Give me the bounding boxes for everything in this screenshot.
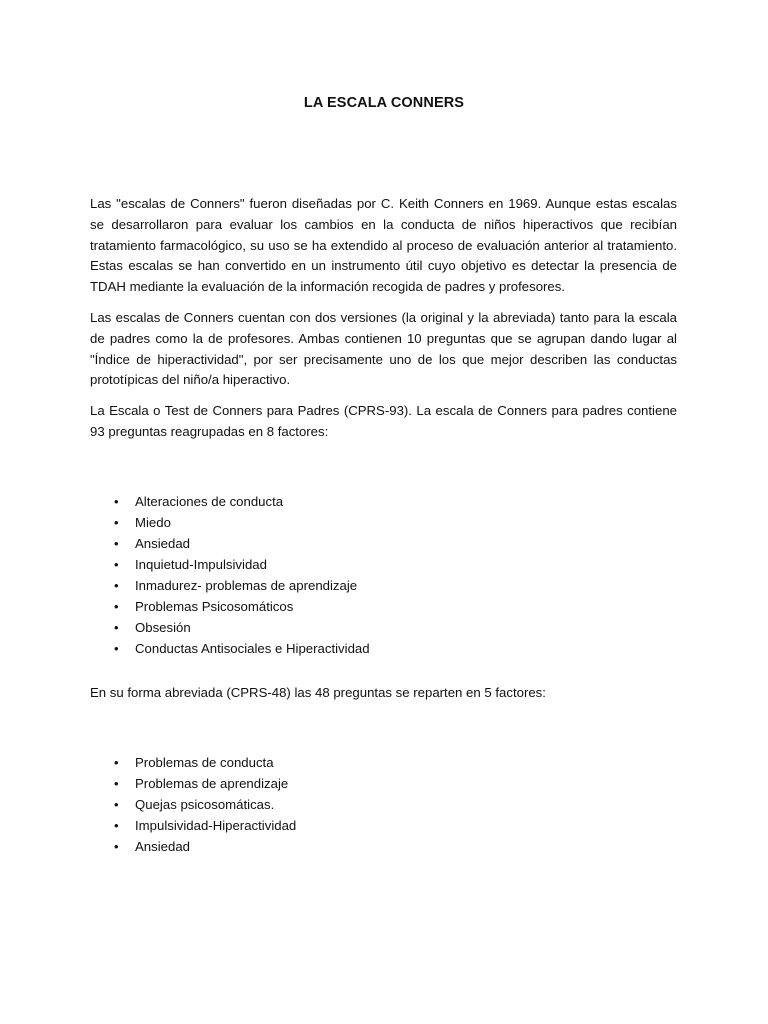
list-item: • Ansiedad bbox=[90, 533, 677, 554]
bullet-icon: • bbox=[114, 838, 119, 854]
bullet-icon: • bbox=[114, 619, 119, 635]
list-item: • Impulsividad-Hiperactividad bbox=[90, 815, 677, 836]
paragraph-intro: Las "escalas de Conners" fueron diseñadas por C. Keith Conners en 1969. Aunque estas escalas se desarrollaron para evaluar los cambios en la conducta de niños hiperactivos que recibían tratamiento farmacológico, su uso se ha extendido al proceso de evaluación anterior al tratamiento. Estas escalas se han convertido en un instrumento útil cuyo objetivo es detectar la presencia de TDAH mediante la evaluación de la información recogida de padres y profesores. bbox=[90, 196, 677, 295]
bullet-icon: • bbox=[114, 775, 119, 791]
list-item: • Miedo bbox=[90, 512, 677, 533]
bullet-icon: • bbox=[114, 556, 119, 572]
paragraph-cprs93: La Escala o Test de Conners para Padres (CPRS-93). La escala de Conners para padres contiene 93 preguntas reagrupadas en 8 factores: bbox=[90, 403, 677, 439]
bullet-icon: • bbox=[114, 754, 119, 770]
document-title: LA ESCALA CONNERS bbox=[303, 95, 465, 111]
bullet-icon: • bbox=[114, 598, 119, 614]
document-body bbox=[90, 194, 677, 857]
list-item: • Alteraciones de conducta bbox=[90, 491, 677, 512]
list-item: • Quejas psicosomáticas. bbox=[90, 794, 677, 815]
bullet-icon: • bbox=[114, 796, 119, 812]
bullet-icon: • bbox=[114, 514, 119, 530]
list-item: • Obsesión bbox=[90, 617, 677, 638]
paragraph-versions: Las escalas de Conners cuentan con dos versiones (la original y la abreviada) tanto para la escala de padres como la de profesores. Ambas contienen 10 preguntas que se agrupan dando lugar al "Índice de hiperactividad", por ser precisamente uno de los que mejor describen las conductas prototípicas del niño/a hiperactivo. bbox=[90, 309, 677, 388]
factor-list-cprs48 bbox=[90, 752, 677, 857]
list-item: • Conductas Antisociales e Hiperactividad bbox=[90, 638, 677, 659]
list-item: • Problemas de conducta bbox=[90, 752, 677, 773]
list-item: • Inmadurez- problemas de aprendizaje bbox=[90, 575, 677, 596]
bullet-icon: • bbox=[114, 817, 119, 833]
list-item: • Problemas de aprendizaje bbox=[90, 773, 677, 794]
factor-list-cprs93 bbox=[90, 491, 677, 659]
paragraph-cprs48: En su forma abreviada (CPRS-48) las 48 preguntas se reparten en 5 factores: bbox=[90, 684, 546, 700]
bullet-icon: • bbox=[114, 535, 119, 551]
list-item: • Problemas Psicosomáticos bbox=[90, 596, 677, 617]
bullet-icon: • bbox=[114, 640, 119, 656]
list-item: • Inquietud-Impulsividad bbox=[90, 554, 677, 575]
bullet-icon: • bbox=[114, 493, 119, 509]
list-item: • Ansiedad bbox=[90, 836, 677, 857]
bullet-icon: • bbox=[114, 577, 119, 593]
